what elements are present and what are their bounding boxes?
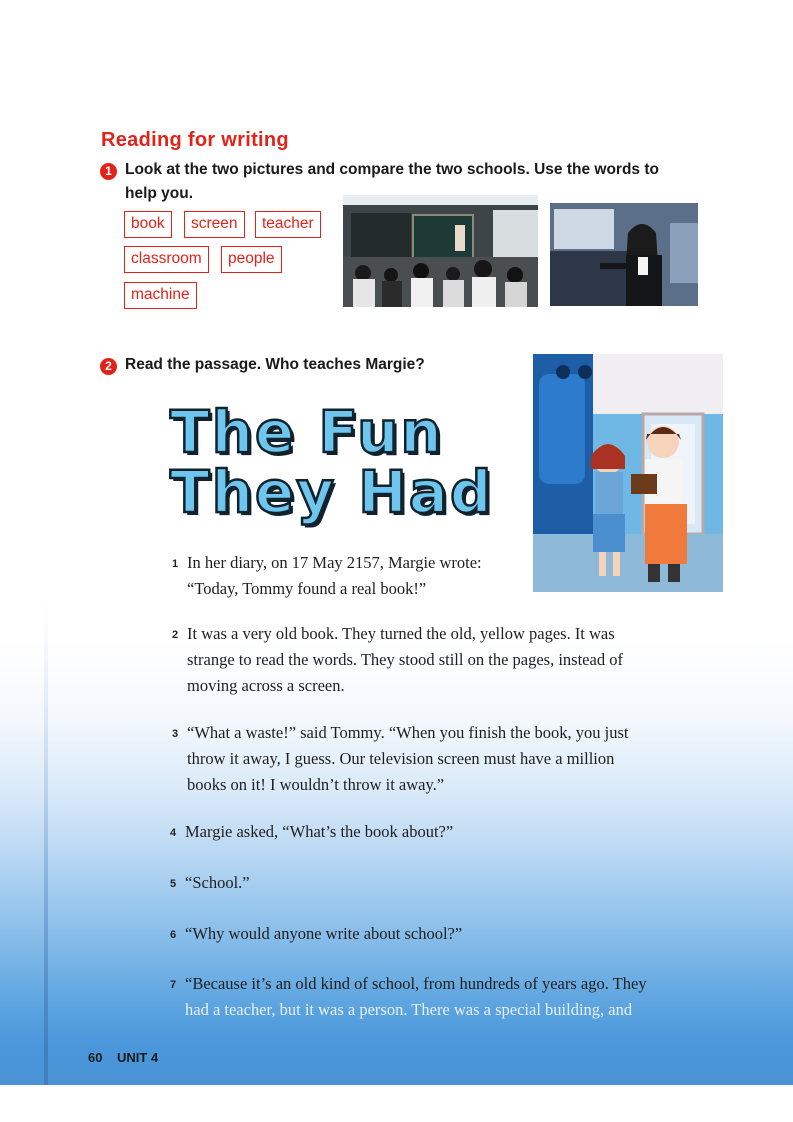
- paragraph-1-line-1: In her diary, on 17 May 2157, Margie wrote:: [187, 553, 482, 572]
- paragraph-5-number: 5: [170, 878, 177, 890]
- unit-label: UNIT 4: [117, 1050, 159, 1065]
- paragraph-1-line-2: “Today, Tommy found a real book!”: [187, 579, 427, 598]
- word-box-teacher: teacher: [255, 211, 321, 238]
- paragraph-2-line-3: moving across a screen.: [187, 676, 345, 695]
- paragraph-3: [187, 720, 629, 798]
- paragraph-6: [185, 921, 462, 947]
- word-box-people: people: [221, 246, 282, 273]
- section-heading: Reading for writing: [101, 129, 289, 151]
- paragraph-7-line-2: had a teacher, but it was a person. There was a special building, and: [185, 1000, 633, 1019]
- paragraph-2-number: 2: [172, 629, 179, 641]
- task-1-instruction-line-2: help you.: [125, 185, 194, 202]
- paragraph-6-number: 6: [170, 929, 177, 941]
- paragraph-6-line-1: “Why would anyone write about school?”: [185, 924, 463, 943]
- story-title-line-2: They Had: [170, 458, 494, 526]
- task-2-badge: 2: [100, 358, 117, 375]
- paragraph-2-line-1: It was a very old book. They turned the old, yellow pages. It was: [187, 624, 615, 643]
- paragraph-3-line-3: books on it! I wouldn’t throw it away.”: [187, 775, 445, 794]
- paragraph-5-line-1: “School.”: [185, 873, 250, 892]
- word-box-classroom: classroom: [124, 246, 209, 273]
- paragraph-3-line-1: “What a waste!” said Tommy. “When you finish the book, you just: [187, 723, 629, 742]
- word-box-screen: screen: [184, 211, 245, 238]
- paragraph-4-line-1: Margie asked, “What’s the book about?”: [185, 822, 454, 841]
- word-box-book: book: [124, 211, 172, 238]
- story-title-line-1: The Fun: [170, 398, 444, 466]
- page-bottom-margin: [0, 1085, 793, 1122]
- cartoon-children-illustration: [533, 354, 723, 592]
- paragraph-7-number: 7: [170, 979, 177, 991]
- task-1-badge: 1: [100, 163, 117, 180]
- story-illustration: [533, 354, 723, 592]
- paragraph-4: [185, 819, 453, 845]
- paragraph-4-number: 4: [170, 827, 177, 839]
- photo-teacher-screen: [550, 203, 698, 306]
- teacher-photo-illustration: [550, 203, 698, 306]
- paragraph-7: [185, 971, 647, 1023]
- paragraph-1-number: 1: [172, 558, 179, 570]
- paragraph-7-line-1: “Because it’s an old kind of school, from hundreds of years ago. They: [185, 974, 647, 993]
- task-2-instruction: Read the passage. Who teaches Margie?: [125, 356, 425, 373]
- page-edge-shadow: [44, 0, 48, 1100]
- photo-traditional-classroom: [343, 195, 538, 307]
- paragraph-2: [187, 621, 623, 699]
- word-box-machine: machine: [124, 282, 197, 309]
- paragraph-5: [185, 870, 250, 896]
- paragraph-2-line-2: strange to read the words. They stood still on the pages, instead of: [187, 650, 623, 669]
- classroom-photo-illustration: [343, 195, 538, 307]
- paragraph-1: [187, 550, 482, 602]
- paragraph-3-line-2: throw it away, I guess. Our television screen must have a million: [187, 749, 615, 768]
- task-1-instruction-line-1: Look at the two pictures and compare the two schools. Use the words to: [125, 161, 659, 178]
- page-number: 60: [88, 1050, 103, 1065]
- paragraph-3-number: 3: [172, 728, 179, 740]
